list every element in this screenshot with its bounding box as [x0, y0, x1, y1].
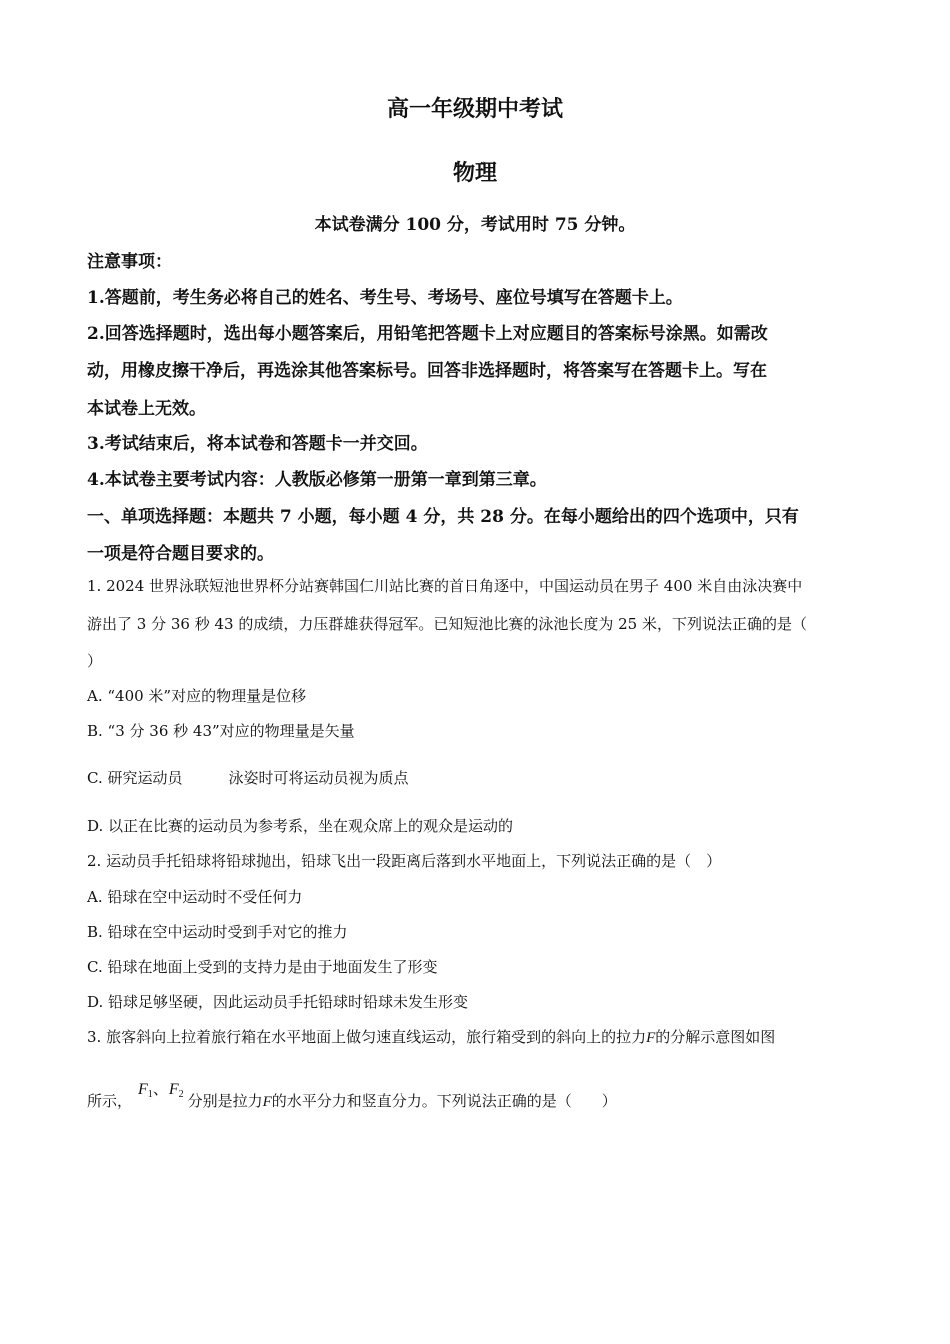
q1-option-d: D. 以正在比赛的运动员为参考系，坐在观众席上的观众是运动的: [87, 817, 514, 835]
subject-title: 物理: [452, 160, 497, 186]
q1-stem-line-1: 1. 2024 世界泳联短池世界杯分站赛韩国仁川站比赛的首日角逐中，中国运动员在男子 400 米自由泳决赛中: [87, 577, 803, 595]
exam-title: 高一年级期中考试: [386, 96, 563, 122]
q2-stem: 2. 运动员手托铅球将铅球抛出，铅球飞出一段距离后落到水平地面上，下列说法正确的是（ ）: [87, 852, 722, 870]
note-item-2-line-2: 动，用橡皮擦干净后，再选涂其他答案标号。回答非选择题时，将答案写在答题卡上。写在: [87, 361, 767, 381]
q2-option-d: D. 铅球足够坚硬，因此运动员手托铅球时铅球未发生形变: [87, 993, 469, 1011]
q1-option-c-part-2: 泳姿时可将运动员视为质点: [228, 769, 409, 787]
q3-stem-line-2: 所示，$F_1$、$F_2$ 分别是拉力F的水平分力和竖直分力。下列说法正确的是（ ）: [87, 1088, 617, 1112]
note-item-2-line-3: 本试卷上无效。: [87, 399, 206, 419]
q2-option-c: C. 铅球在地面上受到的支持力是由于地面发生了形变: [87, 958, 438, 976]
force-f-variable: F: [262, 1094, 272, 1110]
q3-stem-line-1: 3. 旅客斜向上拉着旅行箱在水平地面上做匀速直线运动，旅行箱受到的斜向上的拉力F的分解示意图如图: [87, 1028, 776, 1046]
force-f-variable: F: [646, 1030, 656, 1046]
q1-option-b: B. “3 分 36 秒 43”对应的物理量是矢量: [87, 722, 355, 740]
q1-stem-line-2: 游出了 3 分 36 秒 43 的成绩，力压群雄获得冠军。已知短池比赛的泳池长度为 25 米，下列说法正确的是（: [87, 615, 807, 633]
exam-info: 本试卷满分 100 分，考试用时 75 分钟。: [314, 215, 636, 235]
section-1-heading-line-1: 一、单项选择题：本题共 7 小题，每小题 4 分，共 28 分。在每小题给出的四个选项中，只有: [87, 507, 799, 527]
q2-option-b: B. 铅球在空中运动时受到手对它的推力: [87, 923, 348, 941]
q1-stem-line-3: ）: [87, 652, 103, 670]
note-item-4: 4.本试卷主要考试内容：人教版必修第一册第一章到第三章。: [87, 470, 547, 490]
notes-heading: 注意事项：: [87, 252, 172, 272]
q1-option-c: [87, 767, 409, 788]
section-1-heading-line-2: 一项是符合题目要求的。: [87, 544, 274, 564]
component-forces-formula: $F_1$、$F_2$: [138, 1079, 184, 1100]
note-item-2-line-1: 2.回答选择题时，选出每小题答案后，用铅笔把答题卡上对应题目的答案标号涂黑。如需改: [87, 324, 768, 344]
q1-option-a: A. “400 米”对应的物理量是位移: [87, 687, 307, 705]
note-item-1: 1.答题前，考生务必将自己的姓名、考生号、考场号、座位号填写在答题卡上。: [87, 288, 683, 308]
q2-option-a: A. 铅球在空中运动时不受任何力: [87, 888, 303, 906]
note-item-3: 3.考试结束后，将本试卷和答题卡一并交回。: [87, 434, 428, 454]
q1-option-c-part-1: C. 研究运动员: [87, 769, 183, 787]
